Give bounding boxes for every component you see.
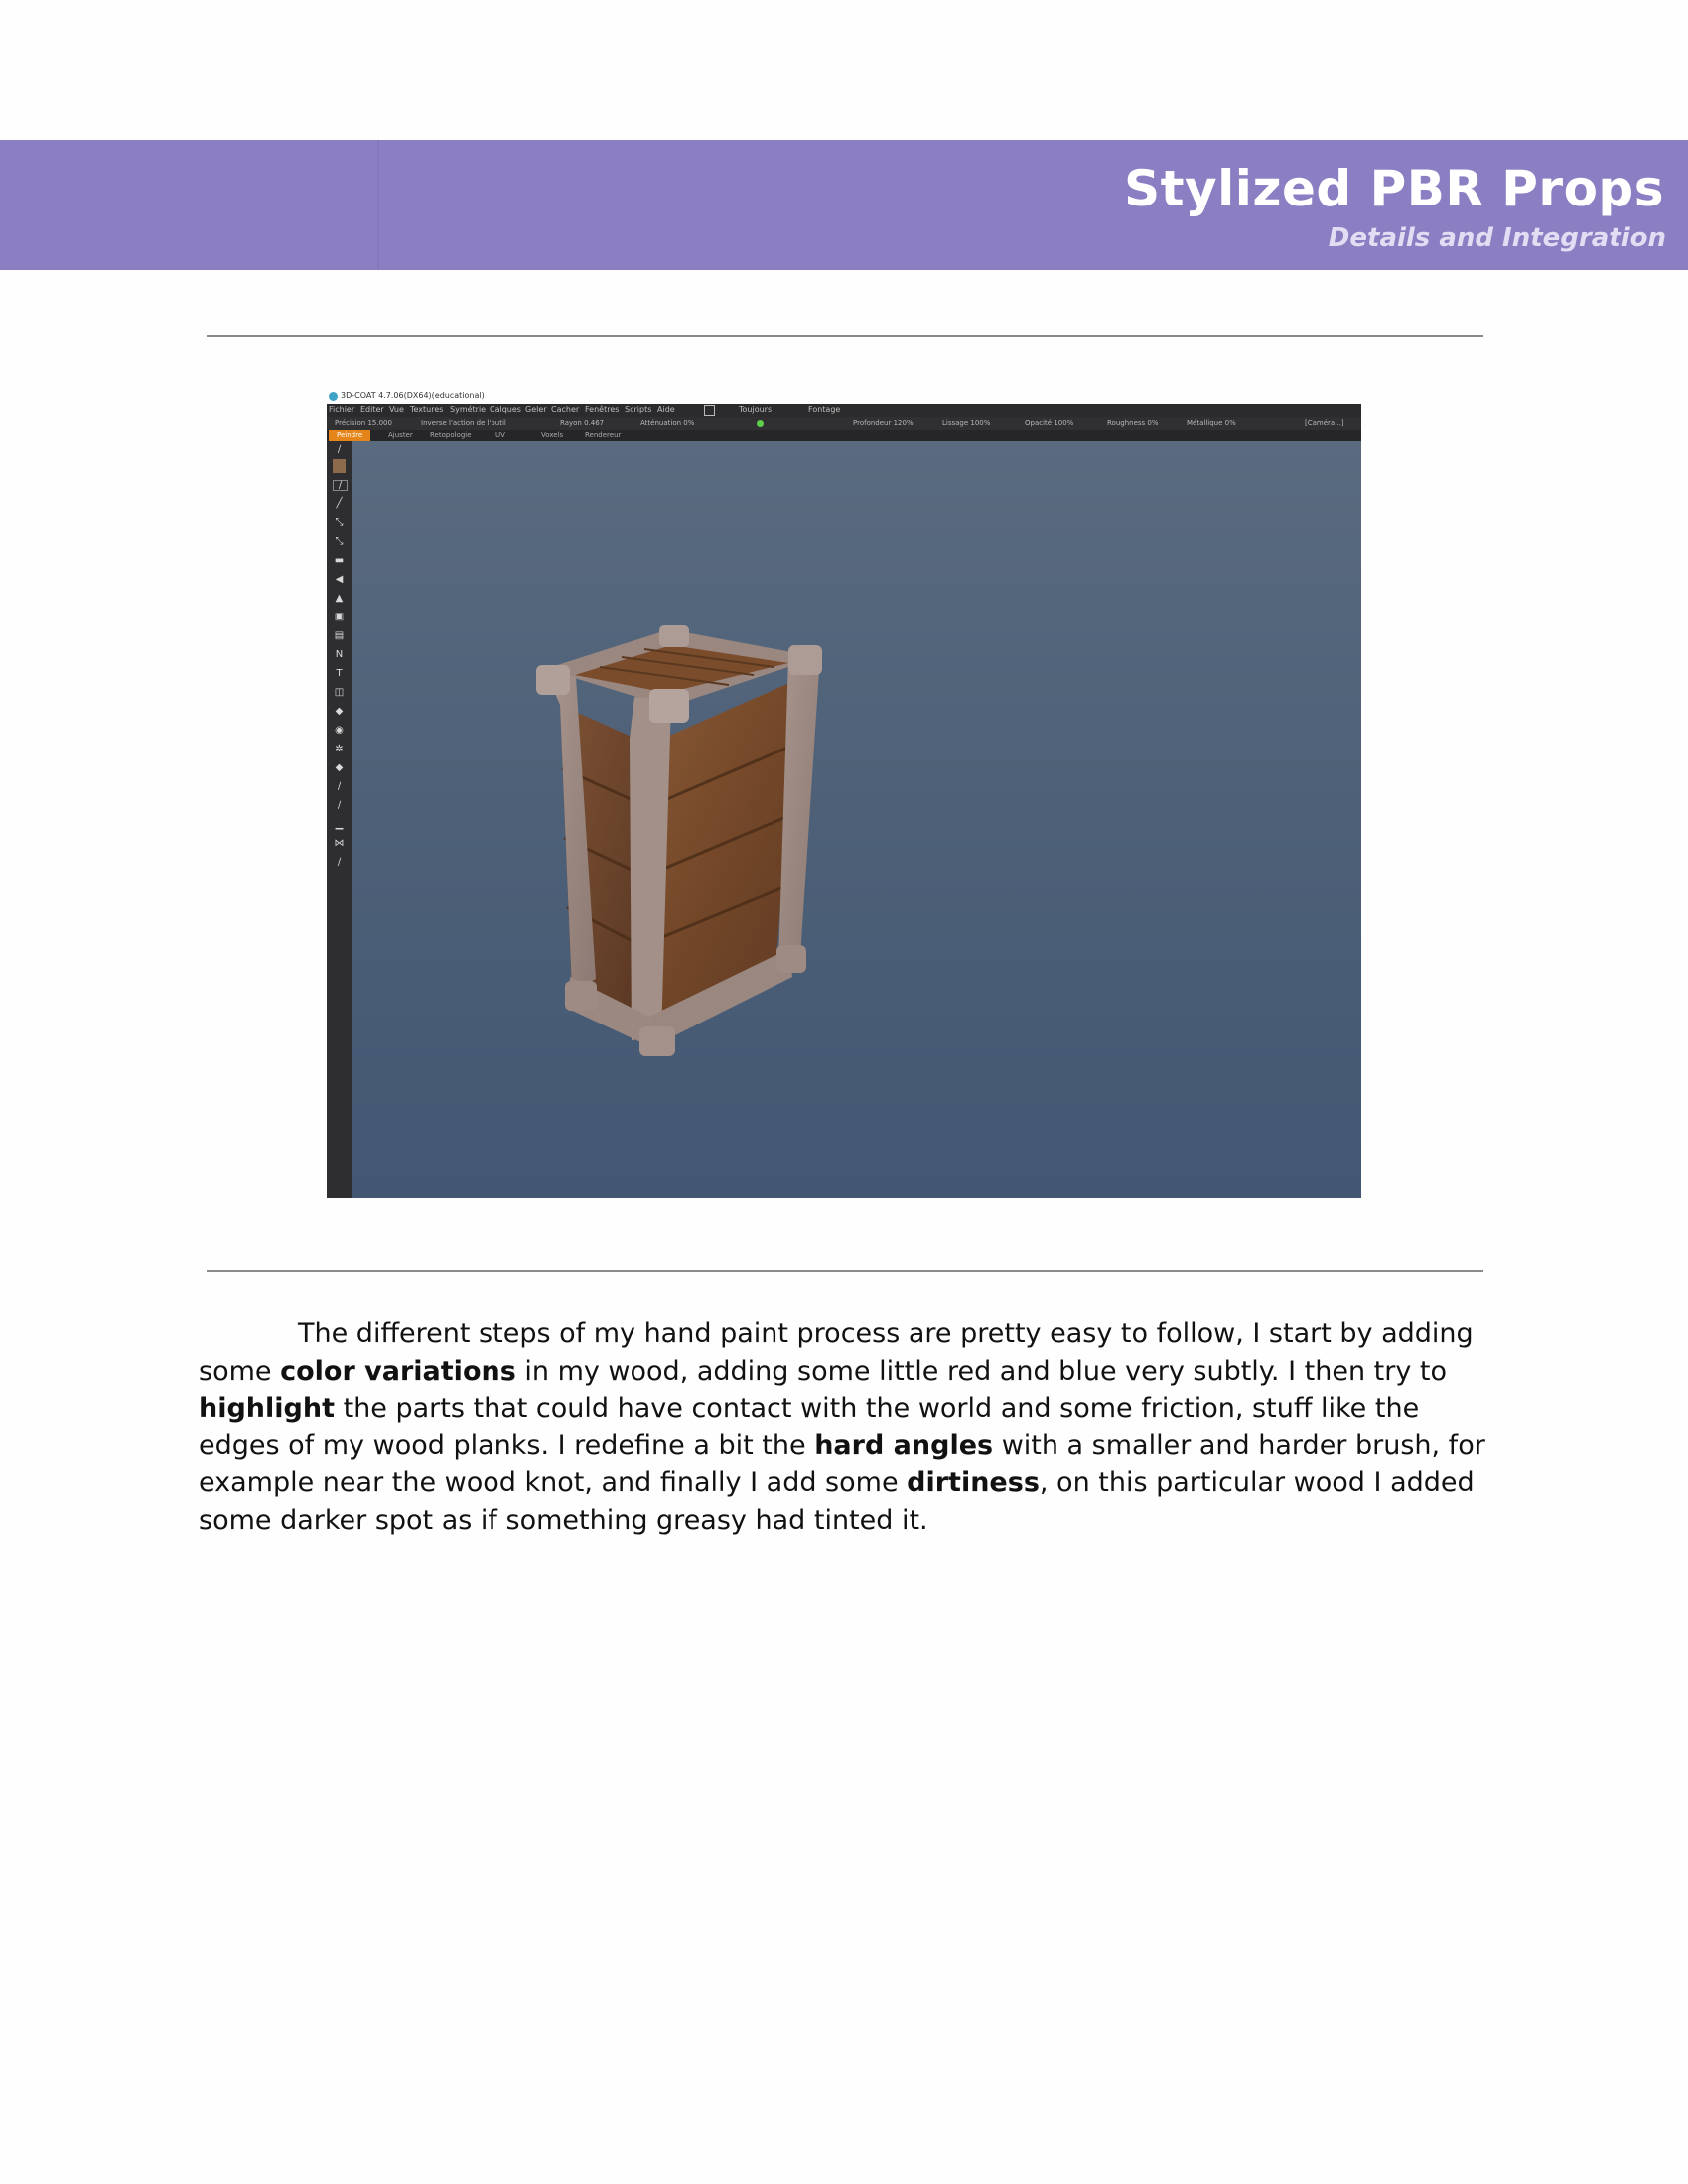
app-title: 3D-COAT 4.7.06(DX64)(educational) <box>341 391 485 400</box>
room-tabs <box>327 430 1361 441</box>
checkbox[interactable] <box>704 405 715 416</box>
pencil-icon[interactable]: ⤡ <box>335 536 344 547</box>
fill-icon[interactable]: ◀ <box>335 574 344 585</box>
menu-item[interactable]: Vue <box>389 405 404 414</box>
app-logo-icon <box>329 392 338 401</box>
top-divider <box>207 335 1483 337</box>
menu-dropdown[interactable]: Fontage <box>808 405 841 414</box>
tool-option[interactable]: Atténuation 0% <box>640 419 695 427</box>
transform-icon[interactable]: ▣ <box>334 612 345 622</box>
copy-icon[interactable]: ▤ <box>334 630 345 641</box>
stamp-icon[interactable]: ▲ <box>335 593 344 604</box>
body-text: with a smaller and harder brush, for example near the wood knot, and finally I add some <box>199 1430 1485 1498</box>
menu-bar <box>327 404 1361 417</box>
bold-term: color variations <box>280 1355 516 1387</box>
stroke-icon[interactable]: ⤡ <box>335 517 344 528</box>
menu-item[interactable]: Scripts <box>625 405 652 414</box>
menu-item[interactable]: Textures <box>410 405 444 414</box>
green-dot-icon <box>757 420 764 427</box>
tab-peindre[interactable]: Peindre <box>329 430 370 441</box>
menu-item[interactable]: Fenêtres <box>585 405 620 414</box>
butterfly-icon[interactable]: ⋈ <box>334 838 345 849</box>
app-screenshot <box>327 390 1361 1198</box>
wand-icon[interactable]: ∕ <box>337 857 342 868</box>
tool-option[interactable]: Métallique 0% <box>1187 419 1236 427</box>
page-title: Stylized PBR Props <box>1124 160 1664 217</box>
tab-ajuster[interactable]: Ajuster <box>388 431 413 439</box>
bold-term: dirtiness <box>907 1467 1040 1498</box>
dropper-icon[interactable]: ∕ <box>337 781 342 792</box>
tag-icon[interactable]: ◆ <box>335 762 344 773</box>
body-text: the parts that could have contact with the world and some friction, stuff like the edges of my wood planks. I redefine a bit the <box>199 1393 1420 1461</box>
tool-option[interactable]: Roughness 0% <box>1107 419 1159 427</box>
app-titlebar <box>327 390 1361 404</box>
page-subtitle: Details and Integration <box>1328 223 1666 253</box>
eraser-icon[interactable]: ◆ <box>335 706 344 717</box>
menu-item[interactable]: Geler <box>525 405 547 414</box>
smudge-icon[interactable]: ▬ <box>334 555 345 566</box>
color-swatch-icon[interactable] <box>333 459 346 473</box>
banner-divider <box>377 140 379 270</box>
tool-options-bar <box>327 417 1361 430</box>
wooden-crate-model <box>352 441 1361 1198</box>
knife-icon[interactable]: ∕ <box>337 800 342 811</box>
tool-option[interactable]: Inverse l'action de l'outil <box>421 419 506 427</box>
tab-retopologie[interactable]: Retopologie <box>430 431 472 439</box>
body-text: The different steps of my hand paint process are pretty easy to follow, I start by adding some <box>199 1318 1474 1387</box>
bottom-divider <box>207 1270 1483 1272</box>
camera-dropdown[interactable]: [Caméra...] <box>1305 419 1344 427</box>
body-paragraph <box>199 1315 1489 1539</box>
menu-item[interactable]: Cacher <box>551 405 580 414</box>
body-text: , on this particular wood I added some darker spot as if something greasy had tinted it. <box>199 1467 1475 1536</box>
tab-voxels[interactable]: Voxels <box>541 431 564 439</box>
tab-uv[interactable]: UV <box>495 431 505 439</box>
ruler-icon[interactable]: ▁ <box>335 819 344 830</box>
bold-term: highlight <box>199 1393 335 1424</box>
menu-item[interactable]: Editer <box>360 405 384 414</box>
menu-item[interactable]: Fichier <box>329 405 355 414</box>
line-icon[interactable]: ╱ <box>336 498 343 509</box>
brush-icon[interactable]: ∕ <box>337 444 342 455</box>
tool-option[interactable]: Profondeur 120% <box>853 419 914 427</box>
menu-item[interactable]: Symétrie <box>450 405 487 414</box>
tool-palette <box>327 441 352 1198</box>
tool-option[interactable]: Lissage 100% <box>942 419 991 427</box>
tool-option[interactable]: Opacité 100% <box>1025 419 1074 427</box>
text-icon[interactable]: T <box>336 668 343 679</box>
tool-option[interactable]: Précision 15.000 <box>335 419 392 427</box>
eye-icon[interactable]: ◉ <box>335 725 344 736</box>
curve-icon[interactable]: N <box>335 649 344 660</box>
tab-rendereur[interactable]: Rendereur <box>585 431 622 439</box>
menu-item[interactable]: Aide <box>657 405 675 414</box>
picker-icon[interactable]: ◫ <box>334 687 345 698</box>
body-text: in my wood, adding some little red and blue very subtly. I then try to <box>524 1355 1447 1387</box>
3d-viewport[interactable] <box>352 441 1361 1198</box>
sphere-icon[interactable]: ✲ <box>335 744 344 754</box>
menu-dropdown[interactable]: Toujours <box>739 405 773 414</box>
paint-brush-icon[interactable]: ∕ <box>333 480 348 491</box>
tool-option[interactable]: Rayon 0.467 <box>560 419 605 427</box>
header-banner <box>0 140 1688 270</box>
menu-item[interactable]: Calques <box>490 405 521 414</box>
bold-term: hard angles <box>814 1430 994 1461</box>
